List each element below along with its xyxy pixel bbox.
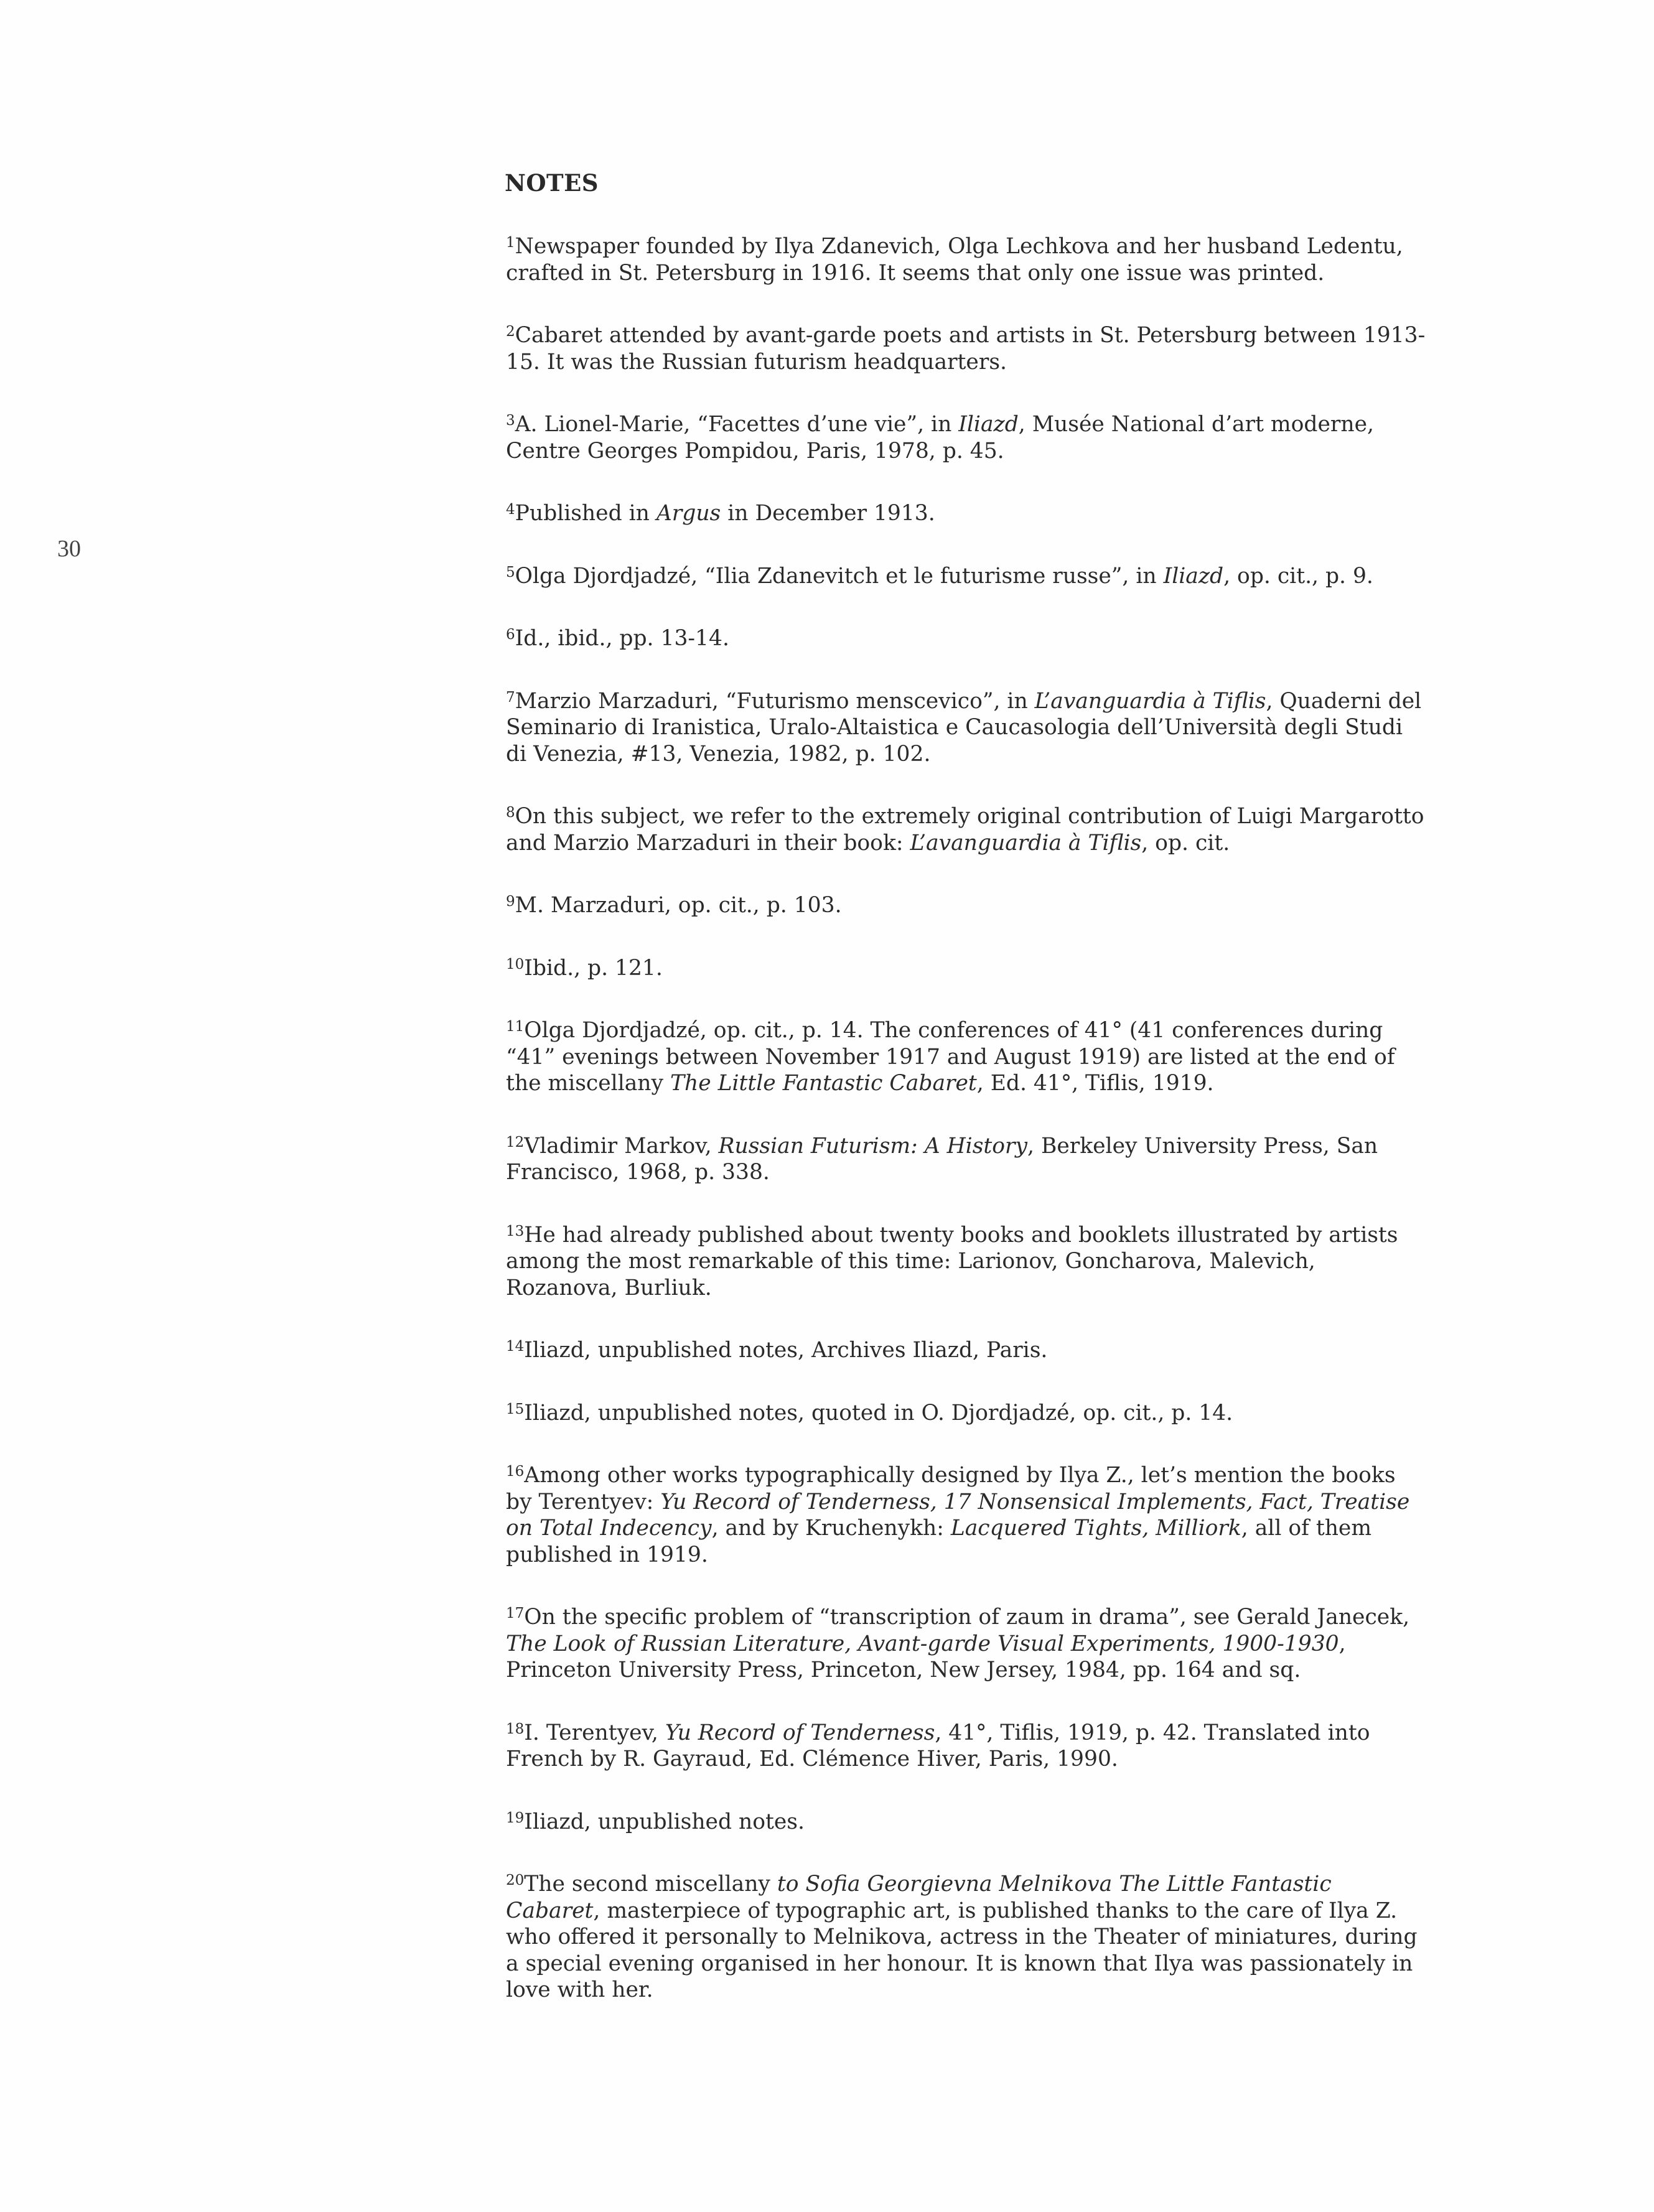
note-item (506, 1871, 1427, 2004)
page-number: 30 (57, 536, 81, 562)
note-text: Published in (515, 501, 656, 526)
notes-list (506, 233, 1427, 2040)
note-title-italic: Iliazd (1163, 563, 1224, 589)
note-item (506, 1400, 1427, 1427)
note-title-italic: L’avanguardia à Tiflis (1034, 688, 1266, 714)
note-text: , Ed. 41°, Tiflis, 1919. (976, 1071, 1214, 1096)
note-item (506, 411, 1427, 464)
note-number: 20 (506, 1872, 525, 1888)
note-number: 18 (506, 1720, 525, 1737)
note-text: He had already published about twenty books and booklets illustrated by artists among the most remarkable of this time: Larionov, Goncharova, Malevich, Rozanova, Burliuk. (506, 1222, 1398, 1300)
note-text: , and by Kruchenykh: (711, 1516, 951, 1541)
note-item (506, 688, 1427, 768)
note-text: Olga Djordjadzé, op. cit., p. 14. The conferences of 41° (41 conferences during “41” evenings between November 1917 and August 1919) are listed at the end of the miscellany (506, 1018, 1395, 1096)
note-item (506, 625, 1427, 652)
note-item (506, 500, 1427, 527)
note-text: On this subject, we refer to the extremely original contribution of Luigi Margarotto and Marzio Marzaduri in their book: (506, 804, 1424, 856)
note-item (506, 322, 1427, 375)
note-title-italic: The Little Fantastic Cabaret (670, 1071, 977, 1096)
note-number: 7 (506, 689, 515, 706)
note-number: 11 (506, 1019, 525, 1035)
note-number: 12 (506, 1134, 525, 1150)
note-text: On the specific problem of “transcription of zaum in drama”, see Gerald Janecek, (524, 1605, 1410, 1630)
note-text: I. Terentyev, (524, 1720, 665, 1745)
note-title-italic: The Look of Russian Literature, Avant-garde Visual Experiments, 1900-1930 (506, 1631, 1339, 1656)
note-number: 16 (506, 1463, 525, 1480)
note-item (506, 892, 1427, 919)
note-text: Vladimir Markov, (524, 1133, 719, 1159)
note-text: M. Marzaduri, op. cit., p. 103. (515, 893, 842, 918)
note-text: The second miscellany (524, 1872, 777, 1897)
note-item (506, 1720, 1427, 1773)
note-title-italic: L’avanguardia à Tiflis (910, 830, 1142, 856)
note-item (506, 1017, 1427, 1097)
note-text: , Musée National d’art moderne, Centre Georges Pompidou, Paris, 1978, p. 45. (506, 412, 1375, 464)
note-item (506, 1809, 1427, 1836)
note-text: Iliazd, unpublished notes, quoted in O. Djordjadzé, op. cit., p. 14. (524, 1400, 1233, 1426)
note-number: 3 (506, 413, 515, 429)
notes-heading: NOTES (505, 169, 599, 197)
note-item (506, 1222, 1427, 1302)
note-item (506, 1462, 1427, 1568)
note-title-italic: Russian Futurism: A History (718, 1133, 1028, 1159)
note-text: Id., ibid., pp. 13-14. (515, 626, 729, 651)
note-number: 19 (506, 1809, 525, 1826)
note-text: , masterpiece of typographic art, is published thanks to the care of Ilya Z. who offered it personally to Melnikova, actress in the Theater of miniatures, during a special evening organised in her honour. It is known that Ilya was passionately in love with her. (506, 1898, 1418, 2002)
note-text: Newspaper founded by Ilya Zdanevich, Olga Lechkova and her husband Ledentu, crafted in St. Petersburg in 1916. It seems that only one issue was printed. (506, 234, 1403, 286)
note-number: 13 (506, 1223, 525, 1239)
note-text: A. Lionel-Marie, “Facettes d’une vie”, in (515, 412, 959, 437)
note-text: Olga Djordjadzé, “Ilia Zdanevitch et le futurisme russe”, in (515, 563, 1164, 589)
note-text: Iliazd, unpublished notes. (524, 1809, 805, 1834)
note-number: 5 (506, 564, 515, 581)
note-text: Ibid., p. 121. (524, 955, 663, 981)
note-title-italic: Lacquered Tights, Milliork (950, 1516, 1241, 1541)
note-title-italic: Argus (656, 501, 721, 526)
note-number: 9 (506, 894, 515, 910)
note-text: , Princeton University Press, Princeton, New Jersey, 1984, pp. 164 and sq. (506, 1631, 1346, 1682)
note-number: 17 (506, 1605, 525, 1622)
note-text: Marzio Marzaduri, “Futurismo menscevico”, in (515, 688, 1035, 714)
note-item (506, 1337, 1427, 1364)
note-number: 14 (506, 1338, 525, 1355)
note-text: , Quaderni del Seminario di Iranistica, Uralo-Altaistica e Caucasologia dell’Università degli Studi di Venezia, #13, Venezia, 1982, p. 102. (506, 688, 1422, 767)
note-text: , op. cit. (1141, 830, 1230, 856)
note-item (506, 955, 1427, 982)
note-text: Among other works typographically designed by Ilya Z., let’s mention the books by Terentyev: (506, 1463, 1396, 1514)
note-text: , op. cit., p. 9. (1223, 563, 1373, 589)
note-number: 10 (506, 956, 525, 973)
note-item (506, 803, 1427, 856)
note-item (506, 563, 1427, 590)
note-item (506, 1133, 1427, 1186)
note-title-italic: Yu Record of Tenderness (665, 1720, 935, 1745)
note-number: 1 (506, 235, 515, 251)
note-item (506, 1604, 1427, 1684)
note-number: 6 (506, 627, 515, 643)
note-number: 8 (506, 805, 515, 821)
note-text: , 41°, Tiflis, 1919, p. 42. Translated into French by R. Gayraud, Ed. Clémence Hiver, Paris, 1990. (506, 1720, 1370, 1771)
note-text: in December 1913. (721, 501, 935, 526)
note-number: 2 (506, 324, 515, 340)
note-text: , all of them published in 1919. (506, 1516, 1372, 1567)
note-text: Cabaret attended by avant-garde poets and artists in St. Petersburg between 1913-15. It was the Russian futurism headquarters. (506, 323, 1426, 375)
note-text: , Berkeley University Press, San Francisco, 1968, p. 338. (506, 1133, 1378, 1185)
note-text: Iliazd, unpublished notes, Archives Iliazd, Paris. (524, 1338, 1048, 1363)
note-title-italic: to Sofia Georgievna Melnikova The Little Fantastic Cabaret (506, 1872, 1332, 1923)
note-number: 15 (506, 1401, 525, 1417)
note-number: 4 (506, 502, 515, 518)
note-item (506, 233, 1427, 286)
note-title-italic: Iliazd (958, 412, 1019, 437)
note-title-italic: Yu Record of Tenderness, 17 Nonsensical Implements, Fact, Treatise on Total Indecency (506, 1489, 1410, 1541)
